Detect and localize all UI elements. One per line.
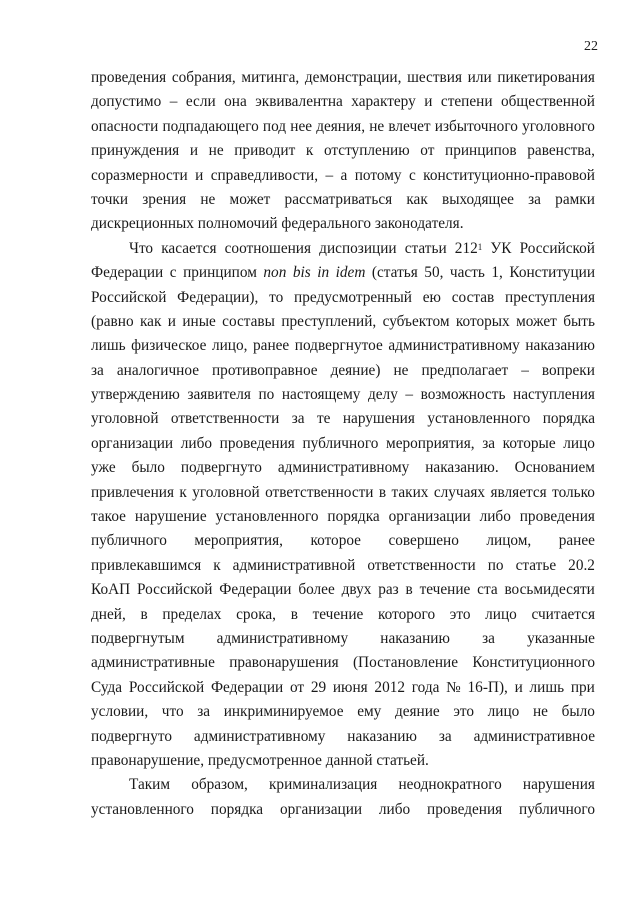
text-line	[91, 310, 595, 334]
word: уголовного	[522, 117, 595, 135]
word: неоднократного	[398, 776, 502, 794]
word: Таким	[129, 776, 171, 794]
word: не	[393, 361, 409, 379]
word: ответственности	[265, 483, 374, 501]
word: не	[208, 142, 224, 160]
word: приводит	[234, 142, 296, 160]
word: порядка	[327, 508, 380, 526]
word: наказанию	[525, 337, 595, 355]
word: лишь	[529, 678, 565, 696]
word: проведения	[427, 800, 503, 818]
word: те	[316, 410, 331, 428]
word: деяние	[394, 703, 440, 721]
word: организации	[91, 434, 174, 452]
word: и	[195, 166, 204, 184]
word: деяния,	[316, 117, 366, 135]
word: ранее	[558, 532, 595, 550]
word: то	[269, 288, 284, 306]
word: опасности	[91, 117, 159, 135]
word: эквивалентна	[255, 93, 343, 111]
word: административной	[232, 556, 356, 574]
word: равенства,	[527, 142, 595, 160]
word: общественной	[501, 93, 595, 111]
text-line	[91, 554, 595, 578]
word: нее	[290, 117, 313, 135]
text-line	[91, 725, 595, 749]
line-text: Что касается соотношения диспозиции статьи 212	[129, 239, 478, 257]
line-text	[91, 164, 595, 188]
word: за	[197, 703, 211, 721]
word: инкриминируемое	[223, 703, 344, 721]
word: подпадающего	[162, 117, 259, 135]
word: собрания,	[171, 69, 236, 86]
word: Федерации	[210, 678, 284, 696]
text-line	[91, 164, 595, 188]
word: Конституционного	[472, 654, 595, 672]
word: 2012	[374, 678, 406, 696]
text-line	[91, 286, 595, 310]
word: либо	[378, 800, 411, 818]
word: а	[340, 166, 348, 184]
line-text	[91, 651, 595, 675]
text-line	[91, 66, 595, 90]
text-line	[91, 432, 595, 456]
paragraph-2	[91, 237, 595, 774]
word: двух	[341, 581, 372, 599]
page-number: 22	[584, 39, 598, 54]
word: проведения	[519, 508, 595, 526]
word: за	[482, 434, 496, 452]
word: как	[406, 190, 428, 208]
word: ему	[357, 703, 382, 721]
word: за	[291, 410, 305, 428]
word: лишь	[91, 337, 126, 355]
word: влечет	[388, 117, 431, 135]
word: течение	[419, 581, 471, 599]
word: административному	[277, 459, 410, 477]
word: возможность	[420, 386, 506, 404]
word: лицо,	[211, 337, 248, 355]
line-text	[91, 188, 595, 212]
word: криминализация	[269, 776, 378, 794]
word: условии,	[91, 703, 149, 721]
word: установленного	[427, 410, 531, 428]
word: течение	[312, 605, 364, 623]
word: и	[167, 312, 176, 330]
text-line	[91, 456, 595, 480]
text-line	[91, 383, 595, 407]
text-line	[91, 359, 595, 383]
text-line	[91, 90, 595, 114]
word: (Постановление	[352, 654, 459, 672]
line-text-mixed	[91, 261, 595, 285]
word: зрения	[142, 190, 187, 208]
word: (равно	[91, 312, 134, 330]
word: она	[224, 93, 247, 111]
word: физическое	[131, 337, 207, 355]
document-body	[91, 66, 595, 822]
latin-phrase: non bis in idem	[263, 264, 366, 282]
word: которого	[378, 605, 436, 623]
line-text	[91, 407, 595, 431]
word: за	[482, 629, 495, 647]
line-text	[91, 115, 595, 139]
word: степени	[440, 93, 493, 111]
word: состав	[451, 288, 495, 306]
word: может	[229, 190, 271, 208]
word: если	[185, 93, 216, 111]
word: утверждению	[91, 386, 180, 404]
text-line	[91, 798, 595, 822]
text-line	[91, 749, 595, 773]
word: что	[161, 703, 184, 721]
line-text	[91, 798, 595, 822]
word: правонарушения	[229, 654, 339, 672]
word: случаях	[433, 483, 486, 501]
superscript-article-index: 1	[477, 241, 483, 252]
line-text	[91, 529, 595, 553]
text-line	[91, 773, 595, 797]
word: в	[405, 581, 413, 599]
word: публичного	[519, 800, 595, 818]
paragraph-1	[91, 66, 595, 237]
text-line	[91, 139, 595, 163]
line-text	[91, 432, 595, 456]
line-text	[91, 383, 595, 407]
word: такое	[91, 508, 126, 526]
word: образом,	[191, 776, 248, 794]
word: КоАП	[91, 581, 131, 599]
text-line	[91, 505, 595, 529]
line-text	[91, 66, 595, 90]
word: нарушения	[522, 776, 595, 794]
word: за	[438, 727, 452, 745]
line-text	[91, 554, 595, 578]
word: административные	[91, 654, 215, 672]
word: заявителя	[187, 386, 251, 404]
word: ответственности	[170, 410, 280, 428]
word: нарушения	[342, 410, 415, 428]
word: при	[570, 678, 595, 696]
word: избыточного	[434, 117, 518, 135]
word: деяние)	[330, 361, 381, 379]
line-text	[91, 676, 595, 700]
text-line	[91, 676, 595, 700]
word: привлечения	[91, 483, 174, 501]
word: было	[561, 703, 595, 721]
word: конституционно-правовой	[423, 166, 595, 184]
word: уголовной	[192, 483, 260, 501]
word: ста	[477, 581, 498, 599]
word: проведения	[91, 69, 167, 86]
line-text	[91, 481, 595, 505]
line-text	[91, 627, 595, 651]
word: июня	[332, 678, 368, 696]
word: предусмотренный	[294, 288, 412, 306]
word: выходящее	[441, 190, 514, 208]
word: субъектом	[382, 312, 450, 330]
word: 29	[310, 678, 327, 696]
word: и	[189, 142, 199, 160]
text-line	[91, 603, 595, 627]
word: по	[487, 556, 504, 574]
word: более	[298, 581, 335, 599]
word: в	[290, 605, 298, 623]
line-text	[91, 456, 595, 480]
word: таких	[391, 483, 429, 501]
word: административному	[193, 727, 326, 745]
word: Российской	[128, 678, 205, 696]
text-line	[91, 334, 595, 358]
line-text	[129, 773, 595, 797]
word: –	[405, 386, 414, 404]
word: допустимо	[91, 93, 162, 111]
word: от	[420, 142, 435, 160]
word: 20.2	[568, 556, 595, 574]
word: как	[139, 312, 162, 330]
word: отступлению	[323, 142, 410, 160]
word: лицо	[487, 703, 520, 721]
text-line	[91, 481, 595, 505]
word: преступления	[505, 288, 595, 306]
word: ранее	[253, 337, 290, 355]
text-line	[91, 529, 595, 553]
word: наказанию	[347, 727, 417, 745]
line-text: Федерации с принципом	[91, 264, 264, 282]
word: административному	[216, 629, 349, 647]
line-text	[91, 139, 595, 163]
word: подвергнуто	[180, 459, 262, 477]
word: это	[453, 703, 475, 721]
word: по	[258, 386, 275, 404]
text-line	[91, 237, 595, 261]
word: может	[516, 312, 557, 330]
word: проведения	[219, 434, 295, 452]
word: иные	[182, 312, 216, 330]
word: за	[91, 361, 104, 379]
word: только	[552, 483, 595, 501]
word: административному	[388, 337, 520, 355]
paragraph-3	[91, 773, 595, 822]
word: соразмерности	[91, 166, 188, 184]
line-text: (статья 50, часть 1, Конституции	[365, 264, 596, 282]
word: не	[532, 703, 548, 721]
word: нарушение	[134, 508, 207, 526]
word: или	[467, 69, 492, 86]
word: Суда	[91, 678, 123, 696]
word: аналогичное	[116, 361, 199, 379]
word: под	[262, 117, 287, 135]
word: не	[200, 190, 216, 208]
line-text	[91, 310, 595, 334]
word: уголовной	[91, 410, 159, 428]
word: лицо	[563, 434, 595, 452]
word: установленного	[215, 508, 319, 526]
word: было	[131, 459, 165, 477]
word: либо	[479, 508, 511, 526]
word: это	[449, 605, 471, 623]
word: противоправное	[212, 361, 318, 379]
word: восьмидесяти	[504, 581, 595, 599]
word: считается	[531, 605, 595, 623]
word: которых	[455, 312, 510, 330]
word: преступлений,	[281, 312, 377, 330]
word: порядка	[210, 800, 264, 818]
word: не	[369, 117, 385, 135]
line-text	[91, 603, 595, 627]
text-line	[91, 407, 595, 431]
word: принципов	[445, 142, 517, 160]
word: в	[140, 605, 148, 623]
word: подвергнутое	[294, 337, 383, 355]
word: демонстрации,	[304, 69, 402, 86]
text-line	[91, 700, 595, 724]
word: срока,	[236, 605, 277, 623]
word: от	[289, 678, 305, 696]
word: порядка	[542, 410, 595, 428]
word: лицо	[485, 605, 517, 623]
word: №	[446, 678, 461, 696]
word: публичного	[302, 434, 379, 452]
line-text	[91, 334, 595, 358]
word: ответственности	[367, 556, 476, 574]
line-text	[91, 90, 595, 114]
word: организации	[279, 800, 363, 818]
word: привлекавшимся	[91, 556, 202, 574]
word: вопреки	[541, 361, 595, 379]
word: в	[378, 483, 387, 501]
word: мероприятия,	[386, 434, 475, 452]
word: характеру	[351, 93, 416, 111]
word: к	[305, 142, 314, 160]
word: Российской	[91, 288, 167, 306]
word: которые	[502, 434, 556, 452]
word: либо	[180, 434, 213, 452]
word: 16-П),	[467, 678, 508, 696]
word: принуждения	[91, 142, 180, 160]
line-text	[91, 578, 595, 602]
word: рамки	[555, 190, 595, 208]
line-text-mixed	[129, 237, 595, 261]
word: шествия	[407, 69, 462, 86]
word: наступления	[513, 386, 595, 404]
word: мероприятия,	[194, 532, 283, 550]
line-text	[91, 286, 595, 310]
word: Федерации),	[177, 288, 259, 306]
word: подвергнутым	[91, 629, 185, 647]
word: точки	[91, 190, 129, 208]
word: раз	[378, 581, 399, 599]
word: уже	[91, 459, 116, 477]
text-line	[91, 578, 595, 602]
word: и	[514, 678, 523, 696]
text-line	[91, 115, 595, 139]
word: с	[408, 166, 416, 184]
text-line	[91, 627, 595, 651]
text-line	[91, 651, 595, 675]
word: указанные	[527, 629, 595, 647]
word: подвергнуто	[91, 727, 172, 745]
word: делу	[367, 386, 398, 404]
word: Российской	[137, 581, 213, 599]
word: наказанию.	[425, 459, 499, 477]
text-line	[91, 261, 595, 285]
word: является	[490, 483, 547, 501]
word: пикетирования	[497, 69, 595, 86]
line-text: УК Российской	[482, 239, 595, 257]
text-line	[91, 188, 595, 212]
word: пределах	[162, 605, 222, 623]
line-text	[91, 505, 595, 529]
word: к	[179, 483, 187, 501]
line-text: правонарушение, предусмотренное данной статьей.	[91, 751, 429, 769]
word: митинга,	[241, 69, 300, 86]
word: предполагает	[421, 361, 509, 379]
line-text	[91, 359, 595, 383]
text-line	[91, 212, 595, 236]
word: –	[169, 93, 178, 111]
word: справедливости,	[210, 166, 319, 184]
word: ею	[422, 288, 441, 306]
word: дней,	[91, 605, 126, 623]
word: публичного	[91, 532, 167, 550]
word: наказанию	[380, 629, 450, 647]
word: за	[528, 190, 541, 208]
word: –	[325, 166, 334, 184]
word: совершено	[388, 532, 459, 550]
word: к	[213, 556, 221, 574]
word: рассматриваться	[284, 190, 393, 208]
word: и	[424, 93, 433, 111]
word: административное	[473, 727, 595, 745]
word: настоящему	[281, 386, 361, 404]
word: года	[411, 678, 440, 696]
word: организации	[388, 508, 471, 526]
word: быть	[563, 312, 595, 330]
word: потому	[354, 166, 402, 184]
word: которое	[310, 532, 361, 550]
word: Федерации	[219, 581, 292, 599]
line-text	[91, 700, 595, 724]
word: установленного	[91, 800, 194, 818]
word: Основанием	[514, 459, 595, 477]
word: составы	[222, 312, 275, 330]
word: лицом,	[486, 532, 532, 550]
line-text: дискреционных полномочий федерального законодателя.	[91, 215, 464, 233]
line-text	[91, 725, 595, 749]
word: статье	[515, 556, 557, 574]
word: –	[521, 361, 529, 379]
